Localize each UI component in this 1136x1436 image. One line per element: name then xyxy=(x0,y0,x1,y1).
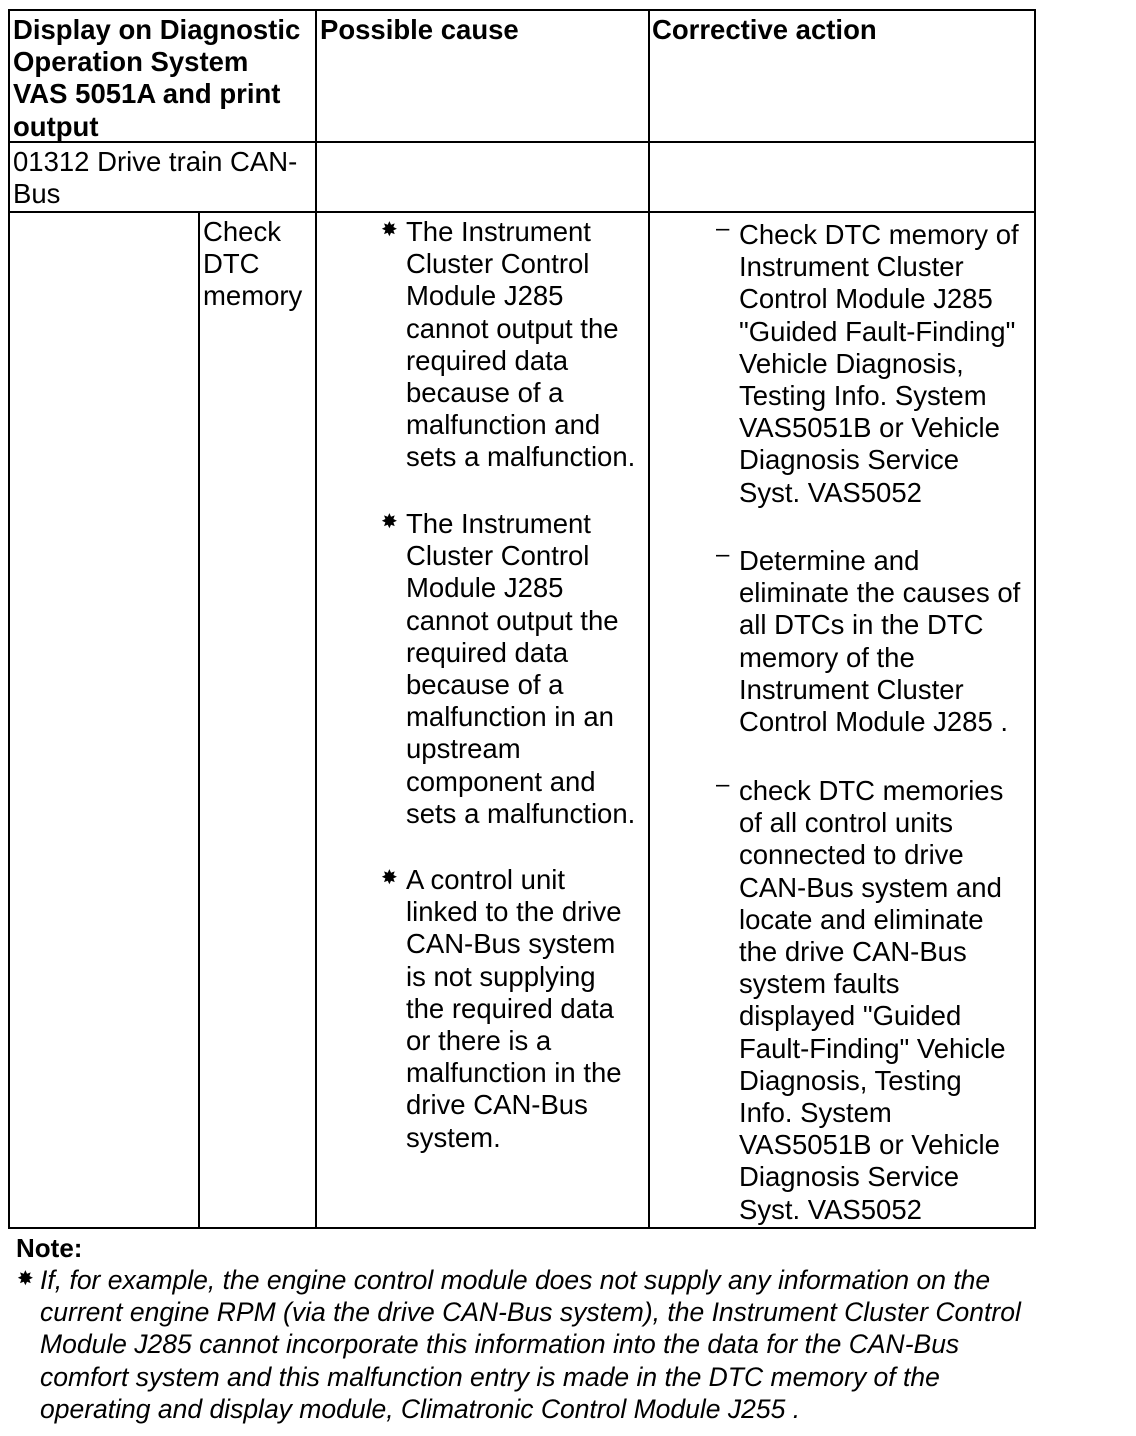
possible-cause-line: Module J285 xyxy=(406,572,564,604)
dash-bullet-icon: – xyxy=(716,541,730,568)
corrective-action-line: CAN-Bus system and xyxy=(739,871,1002,903)
possible-cause-line: The Instrument xyxy=(406,216,591,247)
dtc-code-line: 01312 Drive train CAN- xyxy=(13,146,298,177)
corrective-action-line: Syst. VAS5052 xyxy=(739,1193,922,1225)
corrective-action-line: memory of the xyxy=(739,641,915,673)
possible-cause-line: is not supplying xyxy=(406,960,596,992)
corrective-action-line: Check DTC memory of xyxy=(739,219,1019,250)
possible-cause-line: because of a xyxy=(406,377,564,409)
corrective-action-line: "Guided Fault-Finding" xyxy=(739,315,1016,347)
possible-cause-line: required data xyxy=(406,636,569,668)
possible-cause-item xyxy=(406,216,635,474)
table-border-left xyxy=(8,9,10,1229)
corrective-action-item xyxy=(739,545,1020,738)
possible-cause-line: malfunction in the xyxy=(406,1057,622,1089)
note-line: current engine RPM (via the drive CAN-Bus system), the Instrument Cluster Control xyxy=(40,1297,1021,1328)
possible-cause-line: malfunction in an xyxy=(406,701,614,733)
asterisk-bullet-icon: ✸ xyxy=(17,1268,34,1290)
corrective-action-line: Control Module J285 . xyxy=(739,706,1009,738)
corrective-action-line: eliminate the causes of xyxy=(739,577,1021,609)
corrective-action-line: Diagnosis Service xyxy=(739,1161,960,1193)
corrective-action-line: connected to drive xyxy=(739,839,964,871)
possible-cause-item xyxy=(406,508,635,830)
asterisk-bullet-icon: ✸ xyxy=(381,867,398,889)
possible-cause-line: The Instrument xyxy=(406,508,591,539)
table-subcol-divider xyxy=(198,211,200,1229)
corrective-action-line: Testing Info. System xyxy=(739,380,987,412)
asterisk-bullet-icon: ✸ xyxy=(381,511,398,533)
possible-cause-line: cannot output the xyxy=(406,604,619,636)
possible-cause-line: or there is a xyxy=(406,1025,552,1057)
header-display-line: Display on Diagnostic xyxy=(13,14,301,45)
corrective-action-line: system faults xyxy=(739,968,900,1000)
possible-cause-line: because of a xyxy=(406,669,564,701)
corrective-action-line: Instrument Cluster xyxy=(739,251,964,283)
header-display-line: Operation System xyxy=(13,46,249,78)
asterisk-bullet-icon: ✸ xyxy=(381,219,398,241)
corrective-action-line: Fault-Finding" Vehicle xyxy=(739,1032,1006,1064)
note-title: Note: xyxy=(16,1233,83,1263)
corrective-action-line: Determine and xyxy=(739,545,920,576)
corrective-action-line: VAS5051B or Vehicle xyxy=(739,1129,1000,1161)
possible-cause-line: Module J285 xyxy=(406,280,564,312)
possible-cause-line: component and xyxy=(406,765,596,797)
note-body xyxy=(40,1264,1021,1425)
dash-bullet-icon: – xyxy=(716,215,730,242)
possible-cause-line: malfunction and xyxy=(406,409,601,441)
possible-cause-line: cannot output the xyxy=(406,312,619,344)
corrective-action-line: Vehicle Diagnosis, xyxy=(739,347,964,379)
table-border-bottom xyxy=(8,1227,1036,1229)
header-display-line: VAS 5051A and print xyxy=(13,78,281,110)
possible-cause-item xyxy=(406,864,622,1154)
table-border-right xyxy=(1034,9,1036,1229)
corrective-action-line: displayed "Guided xyxy=(739,1000,962,1032)
possible-cause-line: A control unit xyxy=(406,864,565,895)
corrective-action-line: Control Module J285 xyxy=(739,283,993,315)
corrective-action-line: Diagnosis Service xyxy=(739,444,960,476)
possible-cause-line: Cluster Control xyxy=(406,540,590,572)
corrective-action-line: locate and eliminate xyxy=(739,903,984,935)
note-line: If, for example, the engine control module does not supply any information on the xyxy=(40,1265,991,1295)
check-line: Check xyxy=(203,216,281,247)
table-row-divider xyxy=(8,211,1036,213)
possible-cause-line: linked to the drive xyxy=(406,896,622,928)
table-col-divider-1 xyxy=(315,9,317,1229)
corrective-action-line: of all control units xyxy=(739,807,953,839)
corrective-action-item xyxy=(739,219,1019,509)
corrective-action-line: the drive CAN-Bus xyxy=(739,936,967,968)
corrective-action-line: Syst. VAS5052 xyxy=(739,476,922,508)
check-line: memory xyxy=(203,280,303,312)
possible-cause-line: required data xyxy=(406,344,569,376)
corrective-action-line: Instrument Cluster xyxy=(739,673,964,705)
possible-cause-line: CAN-Bus system xyxy=(406,928,616,960)
possible-cause-line: system. xyxy=(406,1121,501,1153)
possible-cause-line: drive CAN-Bus xyxy=(406,1089,588,1121)
table-col-divider-2 xyxy=(648,9,650,1229)
corrective-action-line: Info. System xyxy=(739,1097,892,1129)
possible-cause-line: upstream xyxy=(406,733,521,765)
header-display-line: output xyxy=(13,110,99,142)
check-dtc-memory-cell xyxy=(203,216,313,313)
possible-cause-line: Cluster Control xyxy=(406,248,590,280)
header-possible-cause: Possible cause xyxy=(320,14,519,45)
possible-cause-line: sets a malfunction. xyxy=(406,441,636,473)
table-border-top xyxy=(8,9,1036,11)
possible-cause-line: the required data xyxy=(406,992,614,1024)
corrective-action-line: all DTCs in the DTC xyxy=(739,609,984,641)
possible-cause-line: sets a malfunction. xyxy=(406,797,636,829)
corrective-action-line: Diagnosis, Testing xyxy=(739,1064,962,1096)
corrective-action-line: VAS5051B or Vehicle xyxy=(739,412,1000,444)
header-corrective-action: Corrective action xyxy=(652,14,877,45)
note-line: operating and display module, Climatronic Control Module J255 . xyxy=(40,1393,801,1424)
dtc-code-cell xyxy=(13,146,313,210)
header-display-column xyxy=(13,14,313,143)
note-line: Module J285 cannot incorporate this information into the data for the CAN-Bus xyxy=(40,1329,960,1360)
note-line: comfort system and this malfunction entry is made in the DTC memory of the xyxy=(40,1361,940,1392)
check-line: DTC xyxy=(203,248,260,280)
dtc-code-line: Bus xyxy=(13,178,61,210)
dash-bullet-icon: – xyxy=(716,771,730,798)
corrective-action-item xyxy=(739,775,1006,1226)
corrective-action-line: check DTC memories xyxy=(739,775,1004,806)
